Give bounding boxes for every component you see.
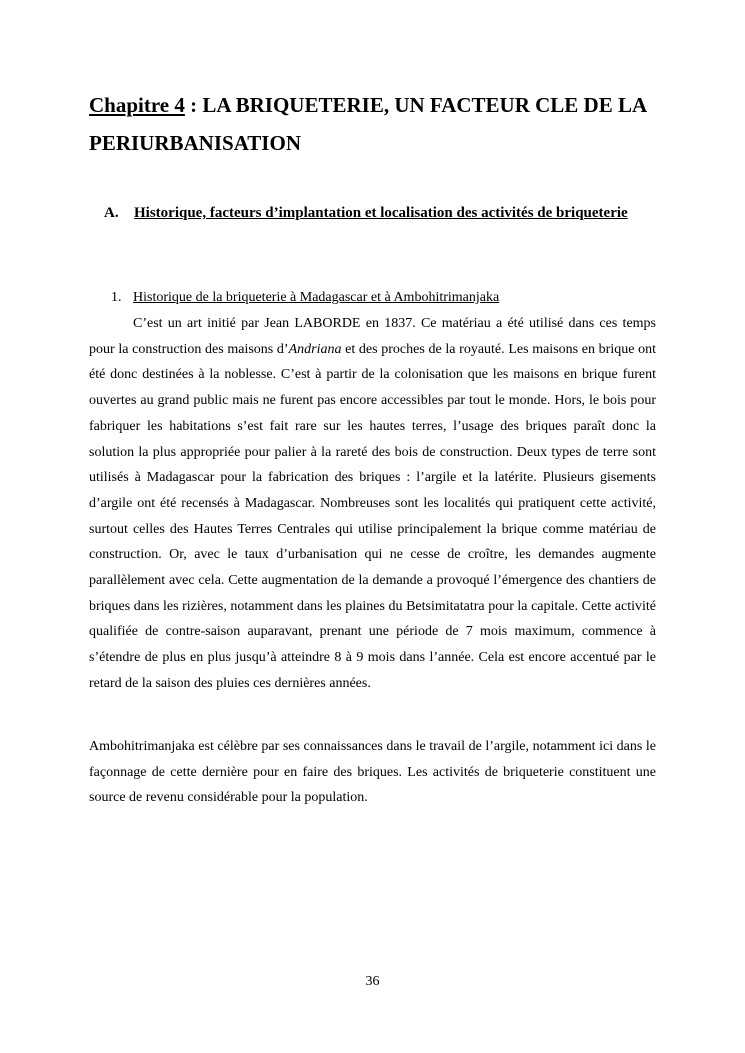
section-heading-a [104, 202, 657, 225]
chapter-title [89, 86, 659, 162]
paragraph-1-italic: Andriana [288, 341, 342, 357]
paragraph-1-part-2: et des proches de la royauté. Les maisons en brique ont été donc destinées à la noblesse. C’est à partir de la colonisation que les maisons en brique furent ouvertes au grand public mais ne furent pas encore accessibles par tout le monde. Hors, le bois pour fabriquer les habitations s’est fait rare sur les hautes terres, l’usage des briques paraît donc la solution la plus appropriée pour palier à la rareté des bois de construction. Deux types de terre sont utilisés à Madagascar pour la fabrication des briques : l’argile et la latérite. Plusieurs gisements d’argile ont été recensés à Madagascar. Nombreuses sont les localités qui pratiquent cette activité, surtout celles des Hautes Terres Centrales qui utilise principalement la brique comme matériau de construction. Or, avec le taux d’urbanisation qui ne cesse de croître, les demandes augmente parallèlement avec cela. Cette augmentation de la demande a provoqué l’émergence des chantiers de briques dans les rizières, notamment dans les plaines du Betsimitatatra pour la capitale. Cette activité qualifiée de contre-saison auparavant, prenant une période de 7 mois maximum, commence à s’étendre de plus en plus jusqu’à atteindre 8 à 9 mois dans l’année. Cela est encore accentué par le retard de la saison des pluies ces dernières années. [89, 341, 656, 691]
section-letter: A. [104, 205, 119, 221]
paragraph-1 [89, 311, 656, 697]
section-title: Historique, facteurs d’implantation et localisation des activités de briqueterie [134, 205, 628, 221]
paragraph-2: Ambohitrimanjaka est célèbre par ses connaissances dans le travail de l’argile, notamment ici dans le façonnage de cette dernière pour en faire des briques. Les activités de briqueterie constituent une source de revenu considérable pour la population. [89, 739, 656, 806]
page-number: 36 [365, 974, 380, 989]
paragraph-1-part-1: C’est un art initié par Jean LABORDE en 1837. Ce matériau a été utilisé dans ces temps pour la construction des maisons d’ [89, 316, 656, 357]
subsection-heading-1 [111, 288, 657, 308]
subsection-title: Historique de la briqueterie à Madagascar et à Ambohitrimanjaka [133, 290, 500, 305]
section-title-wrap [134, 202, 657, 225]
chapter-title-text: : LA BRIQUETERIE, UN FACTEUR CLE DE LA PERIURBANISATION [89, 93, 646, 155]
subsection-number: 1. [111, 290, 122, 305]
chapter-label: Chapitre 4 [89, 93, 185, 117]
